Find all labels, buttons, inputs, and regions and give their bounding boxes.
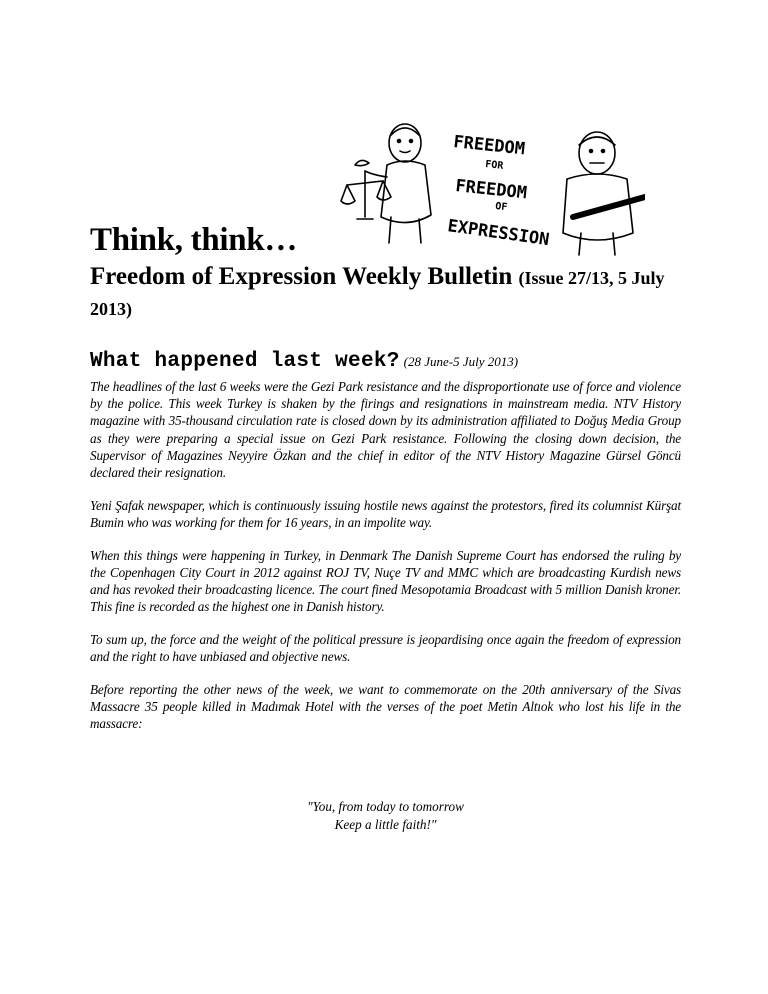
section-dates: (28 June-5 July 2013): [403, 354, 519, 369]
paragraph: When this things were happening in Turkey, in Denmark The Danish Supreme Court has endorsed the ruling by the Copenhagen City Court in 2012 against ROJ TV, Nuçe TV and MMC which are broadcasting Kurdish news and has revoked their broadcasting licence. The court fined Mesopotamia Broadcast with 5 million Danish kroner. This fine is recorded as the highest one in Danish history.: [90, 547, 681, 615]
section-heading: [90, 350, 518, 373]
svg-text:FREEDOM: FREEDOM: [454, 176, 528, 204]
poem-quote: [90, 798, 681, 834]
section-title: What happened last week?: [90, 350, 400, 373]
paragraph: The headlines of the last 6 weeks were the Gezi Park resistance and the disproportionate use of force and violence by the police. This week Turkey is shaken by the firings and resignations in mainstream media. NTV History magazine with 35-thousand circulation rate is closed down by its administration affiliated to Doğuş Media Group as they were preparing a special issue on Gezi Park resistance. Following the closing down decision, the Supervisor of Magazines Neyyire Özkan and the chief in editor of the NTV History Magazine Gürsel Göncü declared their resignation.: [90, 379, 681, 481]
freedom-cartoon-illustration: [335, 105, 645, 265]
paragraph: Before reporting the other news of the week, we want to commemorate on the 20th anniversary of the Sivas Massacre 35 people killed in Madımak Hotel with the verses of the poet Metin Altıok who lost his life in the massacre:: [90, 681, 681, 732]
svg-text:FOR: FOR: [484, 159, 504, 172]
bulletin-subtitle-block: [90, 262, 690, 324]
bulletin-title: Think, think…: [90, 222, 298, 258]
svg-text:OF: OF: [494, 201, 508, 214]
issue-label: (Issue 27/13, 5 July 2013): [90, 268, 665, 319]
paragraph: Yeni Şafak newspaper, which is continuously issuing hostile news against the protestors, fired its columnist Kürşat Bumin who was working for them for 16 years, in an impolite way.: [90, 497, 681, 530]
svg-text:FREEDOM: FREEDOM: [452, 132, 526, 160]
paragraph: To sum up, the force and the weight of the political pressure is jeopardising once again the freedom of expression and the right to have unbiased and objective news.: [90, 631, 681, 665]
bulletin-subtitle: Freedom of Expression Weekly Bulletin: [90, 263, 513, 290]
article-body: [90, 378, 681, 748]
svg-text:EXPRESSION: EXPRESSION: [446, 216, 551, 251]
poem-line: Keep a little faith!": [334, 817, 437, 832]
poem-line: "You, from today to tomorrow: [307, 799, 464, 814]
